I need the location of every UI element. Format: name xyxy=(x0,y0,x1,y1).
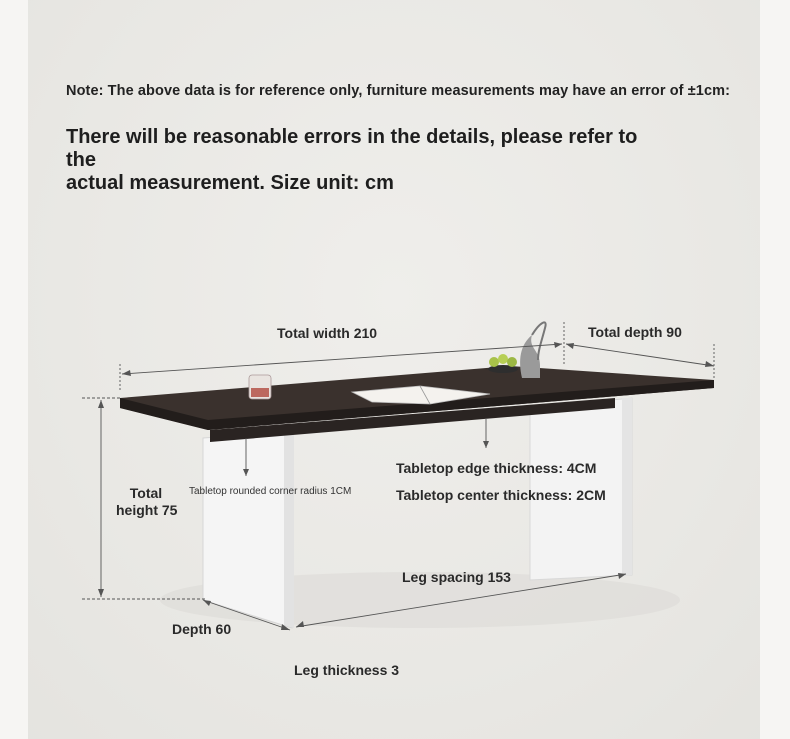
total-width-label: Total width 210 xyxy=(277,325,378,341)
measurement-note: Note: The above data is for reference only, furniture measurements may have an error of ±1cm: xyxy=(66,83,731,99)
vase-icon xyxy=(520,335,540,378)
total-height-label-line-2: height 75 xyxy=(116,502,178,518)
leg-thickness-label: Leg thickness 3 xyxy=(294,662,400,678)
leg-spacing-label: Leg spacing 153 xyxy=(402,569,511,585)
headline-line-1: There will be reasonable errors in the details, please refer to the xyxy=(66,126,638,171)
center-thickness-label: Tabletop center thickness: 2CM xyxy=(396,487,606,503)
acrylic-leg-left xyxy=(203,432,292,628)
headline-line-2: actual measurement. Size unit: cm xyxy=(66,172,394,194)
acrylic-leg-right-edge xyxy=(622,398,632,576)
total-height-label xyxy=(116,485,176,519)
total-depth-label: Total depth 90 xyxy=(588,324,682,340)
total-height-label-line-1: Total xyxy=(129,485,163,501)
edge-thickness-label: Tabletop edge thickness: 4CM xyxy=(396,460,597,476)
acrylic-leg-left-edge xyxy=(284,432,294,628)
total-depth-line xyxy=(566,344,714,366)
corner-radius-label: Tabletop rounded corner radius 1CM xyxy=(189,486,352,497)
depth-label: Depth 60 xyxy=(172,621,232,637)
